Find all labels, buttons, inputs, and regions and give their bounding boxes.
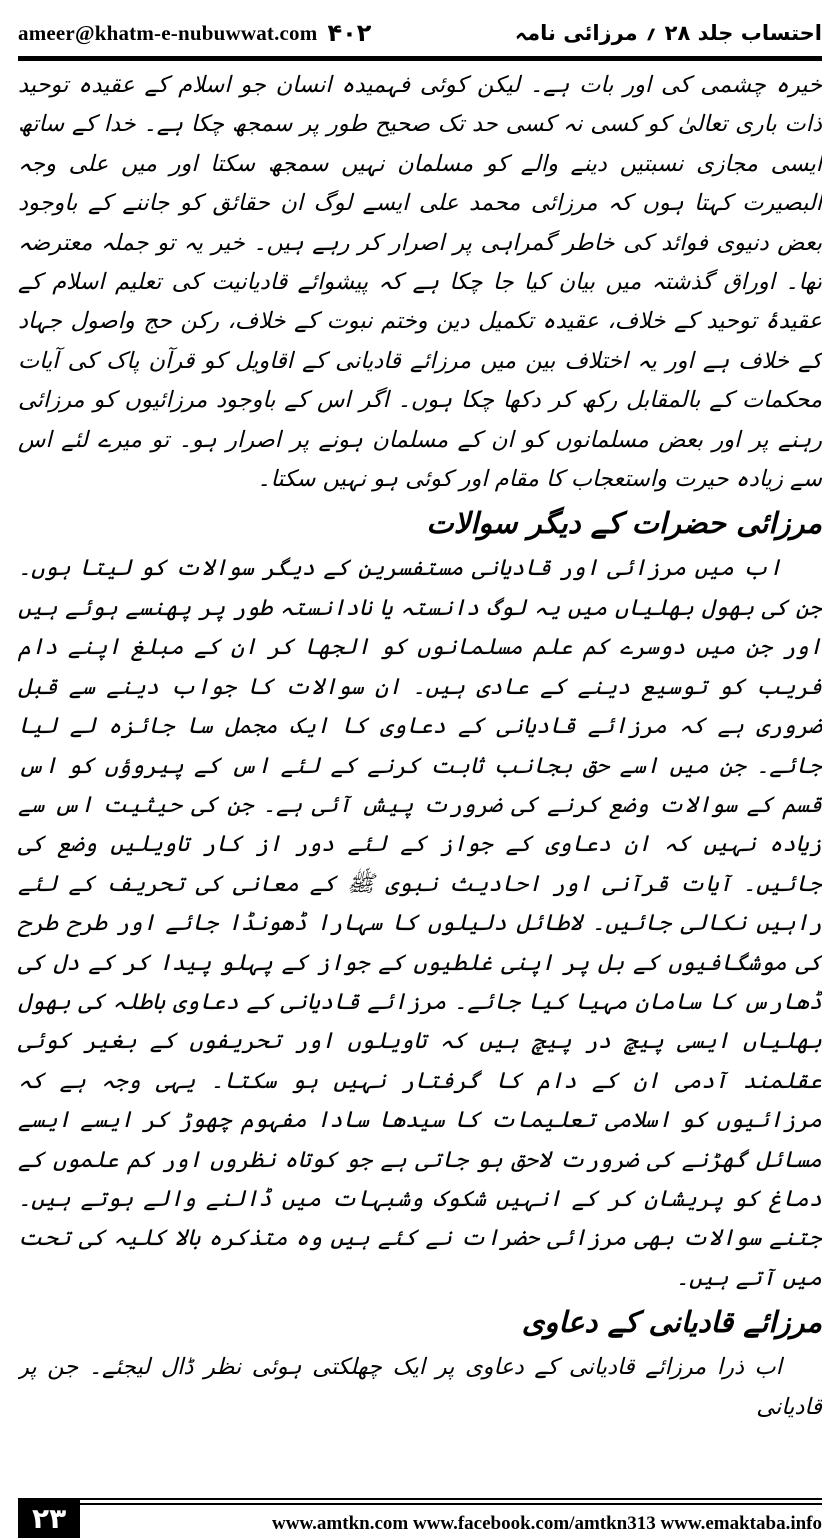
page-body: [18, 66, 822, 1456]
paragraph-3: اب ذرا مرزائے قادیانی کے دعاوی پر ایک چھلکتی ہوئی نظر ڈال لیجئے۔ جن پر قادیانی: [18, 1354, 822, 1420]
header-email: ameer@khatm-e-nubuwwat.com: [18, 20, 318, 45]
section-heading-2: مرزائے قادیانی کے دعاوی: [521, 1305, 822, 1340]
header-page-number: ۴۰۲: [327, 19, 372, 47]
header-book-title: احتساب جلد ۲۸ ؍ مرزائی نامہ: [514, 21, 822, 45]
footer-urls: www.amtkn.com www.facebook.com/amtkn313 www.emaktaba.info: [272, 1513, 822, 1534]
page-header: [18, 14, 822, 52]
paragraph-1: خیرہ چشمی کی اور بات ہے۔ لیکن کوئی فہمیدہ انسان جو اسلام کے عقیدہ توحید ذات باری تعالیٰ کو کسی نہ کسی حد تک صحیح طور پر سمجھ چکا ہے۔ خدا کے ساتھ ایسی مجازی نسبتیں دینے والے کو مسلمان نہیں سمجھ سکتا اور میں علی وجہ البصیرت کہتا ہوں کہ مرزائی محمد علی ایسے لوگ ان حقائق کو جاننے کے باوجود بعض دنیوی فوائد کی خاطر گمراہی پر اصرار کر رہے ہیں۔ خیر یہ تو جملہ معترضہ تھا۔ اوراق گذشتہ میں بیان کیا جا چکا ہے کہ پیشوائے قادیانیت کی تعلیم اسلام کے عقیدۂ توحید کے خلاف، عقیدہ تکمیل دین وختم نبوت کے خلاف، رکن حج واصول جہاد کے خلاف ہے اور یہ اختلاف بین میں مرزائے قادیانی کے اقاویل کو قرآن پاک کی آیات محکمات کے بالمقابل رکھ کر دکھا چکا ہوں۔ اگر اس کے باوجود مرزائیوں کو مرزائی رہنے پر اور بعض مسلمانوں کو ان کے مسلمان ہونے پر اصرار ہو۔ تو میرے لئے اس سے زیادہ حیرت واستعجاب کا مقام اور کوئی ہو نہیں سکتا۔: [18, 72, 822, 493]
footer-page-number: ۲۳: [18, 1500, 80, 1538]
page-footer: [18, 1500, 822, 1538]
header-left: [18, 19, 371, 47]
paragraph-2: اب میں مرزائی اور قادیانی مستفسرین کے دیگر سوالات کو لیتا ہوں۔ جن کی بھول بھلیاں میں یہ لوگ دانستہ یا نادانستہ طور پر پھنسے ہوئے ہیں اور جن میں دوسرے کم علم مسلمانوں کو الجھا کر ان کے مبلغ اپنے دام فریب کو توسیع دینے کے عادی ہیں۔ ان سوالات کا جواب دینے سے قبل ضروری ہے کہ مرزائے قادیانی کے دعاوی کا ایک مجمل سا جائزہ لے لیا جائے۔ جن میں اسے حق بجانب ثابت کرنے کے لئے اس کے پیروؤں کو اس قسم کے سوالات وضع کرنے کی ضرورت پیش آئی ہے۔ جن کی حیثیت اس سے زیادہ نہیں کہ ان دعاوی کے جواز کے لئے دور از کار تاویلیں وضع کی جائیں۔ آیات قرآنی اور احادیث نبوی ﷺ کے معانی کی تحریف کے لئے راہیں نکالی جائیں۔ لاطائل دلیلوں کا سہارا ڈھونڈا جائے اور طرح طرح کی موشگافیوں کے بل پر اپنی غلطیوں کے جواز کے پہلو پیدا کر کے دل کی ڈھارس کا سامان مہیا کیا جائے۔ مرزائے قادیانی کے دعاوی باطلہ کی بھول بھلیاں ایسی پیچ در پیچ ہیں کہ تاویلوں اور تحریفوں کے بغیر کوئی عقلمند آدمی ان کے دام کا گرفتار نہیں ہو سکتا۔ یہی وجہ ہے کہ مرزائیوں کو اسلامی تعلیمات کا سیدھا سادا مفہوم چھوڑ کر ایسے ایسے مسائل گھڑنے کی ضرورت لاحق ہو جاتی ہے جو کوتاہ نظروں اور کم علموں کے دماغ کو پریشان کر کے انہیں شکوک وشبہات میں ڈالنے والے ہوتے ہیں۔ جتنے سوالات بھی مرزائی حضرات نے کئے ہیں وہ متذکرہ بالا کلیہ کی تحت میں آتے ہیں۔: [18, 555, 822, 1291]
header-rule: [18, 56, 822, 61]
section-heading-1: مرزائی حضرات کے دیگر سوالات: [426, 506, 822, 541]
